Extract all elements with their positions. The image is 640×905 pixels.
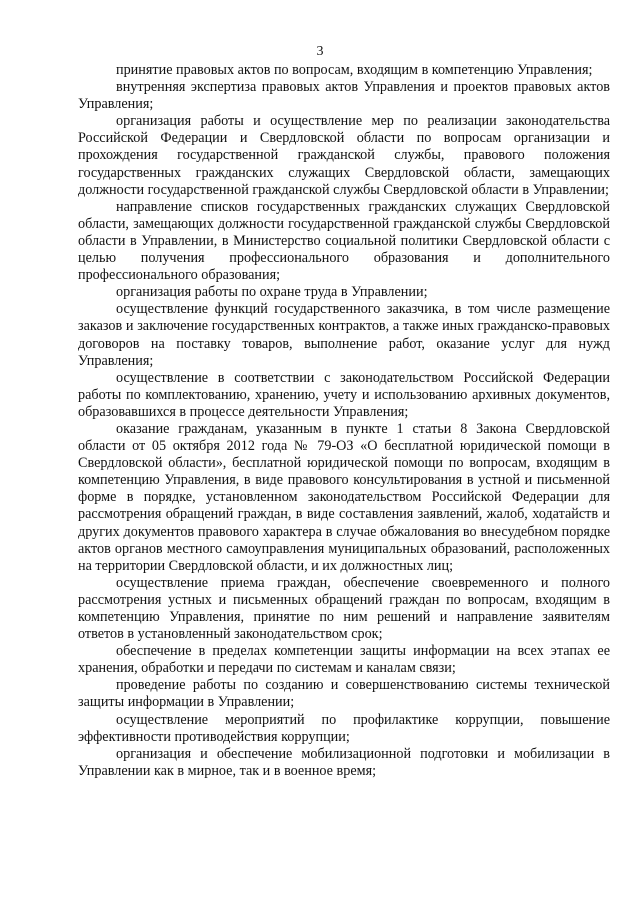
paragraph-staff-lists: направление списков государственных гражданских служащих Свердловской области, замещающих должности государственной гражданской службы Свердловской области в Управлении, в Министерство социальной политики Свердловской области с целью получения профессионального образования и дополнительного профессионального образования;: [78, 198, 610, 284]
paragraph-legal-acts: принятие правовых актов по вопросам, входящим в компетенцию Управления;: [116, 62, 593, 78]
paragraph-citizen-appeals: осуществление приема граждан, обеспечение своевременного и полного рассмотрения устных и письменных обращений граждан по вопросам, входящим в компетенцию Управления, принятие по ним решений и направление заявителям ответов в установленный законодательством срок;: [78, 574, 610, 643]
paragraph-state-customer: осуществление функций государственного заказчика, в том числе размещение заказов и заключение государственных контрактов, а также иных гражданско-правовых договоров на поставку товаров, выполнение работ, оказание услуг для нужд Управления;: [78, 301, 610, 369]
paragraph-legal-expertise: внутренняя экспертиза правовых актов Управления и проектов правовых актов Управления;: [78, 79, 610, 113]
paragraph-information-security: обеспечение в пределах компетенции защиты информации на всех этапах ее хранения, обработки и передачи по системам и каналам связи;: [78, 643, 610, 677]
paragraph-archives: осуществление в соответствии с законодательством Российской Федерации работы по комплектованию, хранению, учету и использованию архивных документов, образовавшихся в процессе деятельности Управления;: [78, 369, 610, 420]
page-number: 3: [316, 44, 324, 59]
paragraph-labor-protection: организация работы по охране труда в Управлении;: [116, 284, 428, 301]
paragraph-civil-service: организация работы и осуществление мер по реализации законодательства Российской Федерации и Свердловской области по вопросам организации и прохождения государственной гражданской службы, правового положения государственных гражданских служащих Свердловской области, замещающих должности государственной гражданской службы Свердловской области в Управлении;: [78, 113, 610, 198]
paragraph-mobilization: организация и обеспечение мобилизационной подготовки и мобилизации в Управлении как в мирное, так и в военное время;: [78, 745, 610, 779]
paragraph-technical-protection: проведение работы по созданию и совершенствованию системы технической защиты информации в Управлении;: [78, 677, 610, 711]
document-body: [78, 62, 610, 780]
paragraph-anti-corruption: осуществление мероприятий по профилактике коррупции, повышение эффективности противодействия коррупции;: [78, 711, 610, 745]
paragraph-legal-aid: оказание гражданам, указанным в пункте 1 статьи 8 Закона Свердловской области от 05 октября 2012 года № 79-ОЗ «О бесплатной юридической помощи в Свердловской области», бесплатной юридической помощи по вопросам, входящим в компетенцию Управления, в виде правового консультирования в устной и письменной форме в порядке, установленном законодательством Российской Федерации для рассмотрения обращений граждан, в виде составления заявлений, жалоб, ходатайств и других документов правового характера в случае обжалования во внесудебном порядке актов органов местного самоуправления муниципальных образований, расположенных на территории Свердловской области, и их должностных лиц;: [78, 420, 610, 574]
